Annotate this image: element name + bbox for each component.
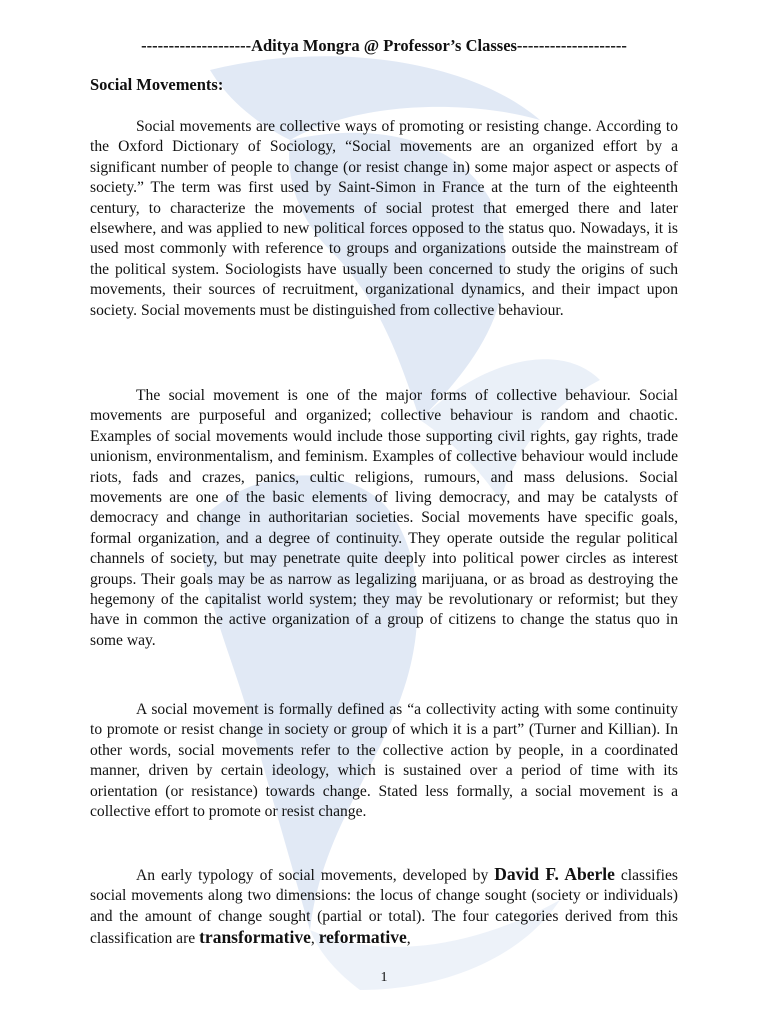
paragraph-2: The social movement is one of the major forms of collective behaviour. Social movements are purposeful and organized; collective behaviour is random and chaotic. Examples of social movements would include those supporting civil rights, gay rights, trade unionism, environmentalism, and feminism. Examples of collective behaviour would include riots, fads and crazes, panics, cultic religions, rumours, and mass delusions. Social movements are one of the basic elements of living democracy, and may be catalysts of democracy and change in authoritarian societies. Social movements have specific goals, formal organization, and a degree of continuity. They operate outside the regular political channels of society, but may penetrate quite deeply into political power circles as interest groups. Their goals may be as narrow as legalizing marijuana, or as broad as destroying the hegemony of the capitalist world system; they may be revolutionary or reformist; but they have in common the active organization of a group of citizens to change the status quo in some way. bbox=[90, 387, 678, 649]
paragraph-4 bbox=[90, 864, 678, 950]
term-reformative: reformative bbox=[318, 927, 407, 948]
page-number: 1 bbox=[380, 970, 388, 985]
term-transformative: transformative bbox=[199, 927, 311, 948]
paragraph-4-text-b: classifies social movements along two dimensions: the locus of change sought (society or individuals) and the amount of change sought (partial or total). The four categories derived from this classification are bbox=[90, 867, 678, 948]
term-separator: , bbox=[310, 930, 319, 948]
document-header: --------------------Aditya Mongra @ Professor’s Classes-------------------- bbox=[141, 36, 627, 55]
paragraph-4-text-a: An early typology of social movements, developed by bbox=[136, 867, 495, 884]
author-name: David F. Aberle bbox=[494, 864, 615, 884]
section-title: Social Movements: bbox=[90, 75, 224, 94]
paragraph-1: Social movements are collective ways of promoting or resisting change. According to the Oxford Dictionary of Sociology, “Social movements are an organized effort by a significant number of people to change (or resist change in) some major aspect or aspects of society.” The term was first used by Saint-Simon in France at the turn of the eighteenth century, to characterize the movements of social protest that emerged there and later elsewhere, and was applied to new political forces opposed to the status quo. Nowadays, it is used most commonly with reference to groups and organizations outside the mainstream of the political system. Sociologists have usually been concerned to study the origins of such movements, their sources of recruitment, organizational dynamics, and their impact upon society. Social movements must be distinguished from collective behaviour. bbox=[90, 118, 678, 319]
paragraph-4-tail: , bbox=[406, 930, 411, 948]
paragraph-3: A social movement is formally defined as “a collectivity acting with some continuity to promote or resist change in society or group of which it is a part” (Turner and Killian). In other words, social movements refer to the collective action by people, in a coordinated manner, driven by certain ideology, which is sustained over a period of time with its orientation (or resistance) towards change. Stated less formally, a social movement is a collective effort to promote or resist change. bbox=[90, 701, 678, 821]
